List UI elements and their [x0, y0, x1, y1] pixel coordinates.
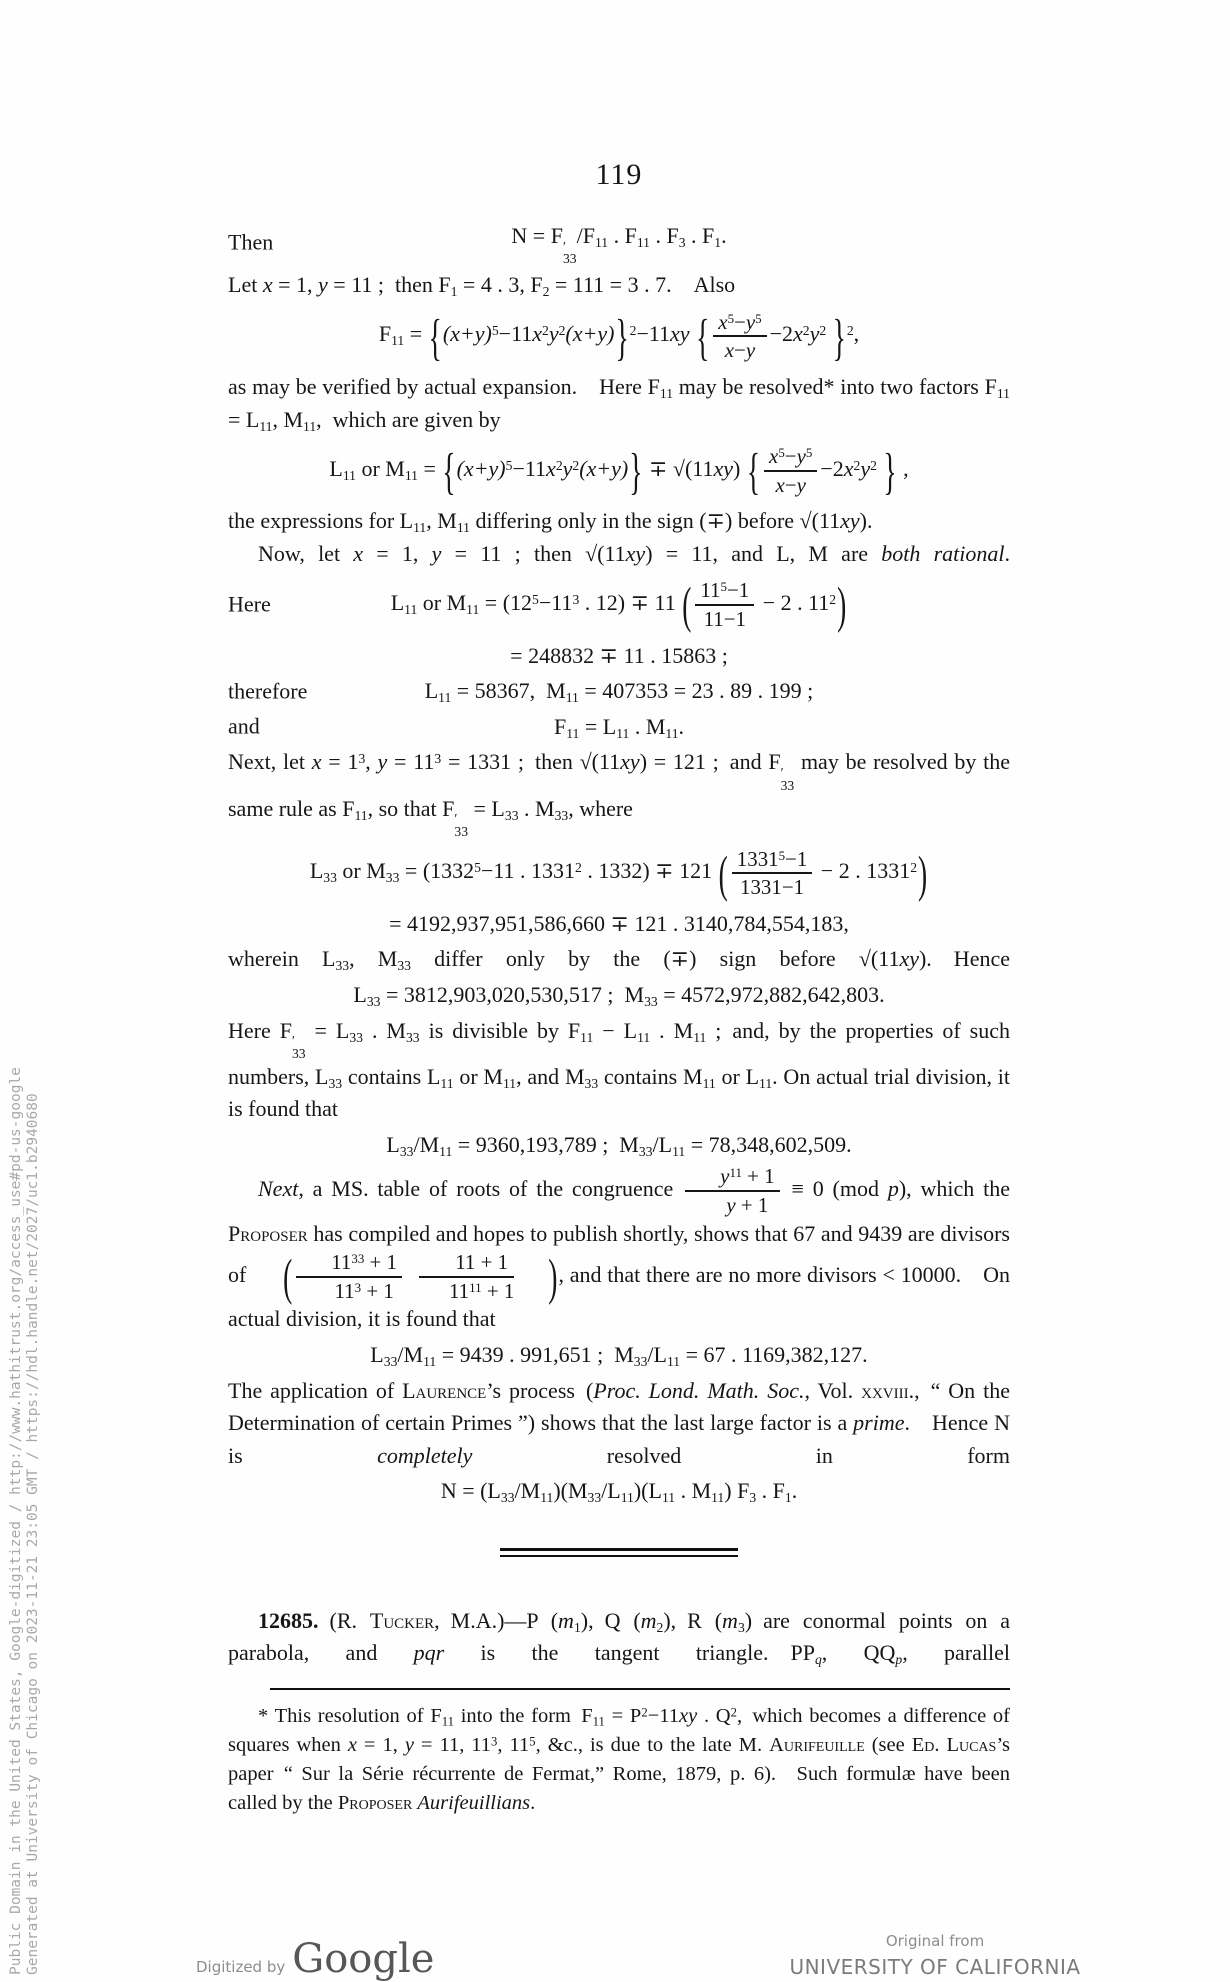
big-delimiter: }: [629, 441, 643, 499]
fraction: [296, 1250, 402, 1303]
footnote-aurifeuille: [228, 1702, 1010, 1818]
sup-sub-group: ′ 33: [291, 1033, 306, 1061]
big-delimiter: ): [837, 575, 847, 634]
equation-trial-division: [228, 1129, 1010, 1162]
fraction-denominator: y + 1: [726, 1192, 769, 1217]
block-body: $L_{33}/M_{11} = 9360,193,789$ ; $M_{33}/L_{11} = 78,348,602,509$.: [386, 1131, 852, 1159]
block-body: Next, let $x = 1^3$, $y = 11^3 = 1331$ ; then √(11xy) = 121 ; and F ′ 33 may be resolved by the same rule as $F_{11}$, so that F ′ 33 = $L_{33}$ . $M_{33}$, where: [228, 749, 1010, 839]
big-delimiter: (: [682, 575, 692, 634]
sup-sub-group: ′ 33: [454, 811, 469, 839]
block-body: The application of Laurence’s process (Proc. Lond. Math. Soc., Vol. xxviii., “ On the Determination of certain Primes ”) shows that the last large factor is a prime. Hence N is completely resolved in form: [228, 1377, 1010, 1468]
equation-actual-division: [228, 1339, 1010, 1372]
big-delimiter: {: [696, 307, 710, 365]
big-delimiter: ): [548, 1247, 558, 1306]
fraction-numerator: $y^{11} + 1$: [685, 1164, 779, 1192]
fraction: [713, 310, 766, 363]
fraction-denominator: 1331−1: [740, 875, 805, 900]
fraction-denominator: $11^3 + 1$: [334, 1278, 394, 1303]
big-delimiter: }: [832, 307, 846, 365]
equation-here-L11-M11: [228, 575, 1010, 634]
block-body: $F_{11} = \{(x+y)^5-11x^2y^2(x+y)\}^2-11xy$ { $\frac{x^5-y^5}{x-y}$ $-2x^2y^2$ }$^2$,: [378, 307, 860, 365]
paragraph-verified: [228, 371, 1010, 436]
paragraph-ms-table: [228, 1164, 1010, 1336]
equation-label: therefore: [228, 678, 308, 704]
fraction-numerator: $x^5-y^5$: [713, 310, 766, 338]
block-body: 12685. (R. Tucker, M.A.)—P $(m_1)$, Q $(m_2)$, R $(m_3)$ are conormal points on a parabola, and pqr is the tangent triangle. $PP_q$, $QQ_p$, parallel: [228, 1607, 1011, 1668]
sup-sub-group: ′ 33: [780, 764, 795, 793]
block-body: $F_{11} = L_{11}$ . $M_{11}$.: [553, 713, 685, 741]
equation-L33-M33: [228, 844, 1010, 902]
page-content: [228, 158, 1010, 1818]
block-body: the expressions for $L_{11}$, $M_{11}$ differing only in the sign (∓) before √(11xy).: [228, 508, 873, 536]
block-body: = 4192,937,951,586,660 ∓ 121 . 3140,784,554,183,: [389, 910, 849, 936]
footnote-separator: [270, 1688, 1010, 1690]
equation-label: Here: [228, 591, 271, 617]
digitized-by-label: Digitized by: [196, 1958, 286, 1976]
fraction: [685, 1164, 779, 1217]
equation-label: Then: [228, 229, 274, 255]
equation-N-resolved: [228, 1475, 1010, 1508]
provenance-public-domain-line: Public Domain in the United States, Google-digitized / http://www.hathitrust.org/access_use#pd-us-google: [8, 1067, 24, 1975]
big-delimiter: (: [283, 1247, 293, 1306]
block-body: $L_{33} = 3812,903,020,530,517$ ; $M_{33} = 4572,972,882,642,803$.: [353, 982, 885, 1009]
paragraph-divisible: [228, 1015, 1010, 1126]
equation-L33-M33-values: [228, 979, 1010, 1012]
equation-and-F11: [228, 711, 1010, 744]
block-body: $L_{33}/M_{11} = 9439$ . 991,651 ; $M_{33}/L_{11} = 67$ . 1169,382,127.: [370, 1342, 868, 1369]
fraction: [764, 444, 817, 497]
fraction-denominator: $11^{11} + 1$: [449, 1278, 515, 1303]
block-body: $L_{33}$ or $M_{33} = (1332^5-11$ . 1331$^2$ . 1332) ∓ 121 ( $\frac{1331^5-1}{1331-1}$ − 2 . 1331$^2$): [309, 844, 928, 902]
block-body: Here F ′ 33 = $L_{33}$ . $M_{33}$ is divisible by $F_{11} - L_{11}$ . $M_{11}$ ; and, by the properties of such numbers, $L_{33}$ contains $L_{11}$ or $M_{11}$, and $M_{33}$ contains $M_{11}$ or $L_{11}$. On actual trial division, it is found that: [228, 1017, 1010, 1122]
big-delimiter: }: [883, 441, 897, 499]
big-delimiter: ): [918, 844, 928, 902]
original-from-label: Original from: [885, 1932, 985, 1950]
block-body: N = F ′ 33 $/F_{11}$ . $F_{11}$ . $F_3$ . $F_1$.: [511, 223, 727, 267]
block-body: $L_{11}$ or $M_{11} = \{(x+y)^5-11x^2y^2(x+y)\} \mp √(11xy)$ { $\frac{x^5-y^5}{x-y}$ $-2x^2y^2$ } ,: [329, 441, 909, 499]
paragraph-let-values: [228, 269, 1010, 302]
block-body: = 248832 ∓ 11 . 15863 ;: [510, 642, 728, 668]
footer-digitized: [196, 1936, 434, 1982]
fraction-numerator: $11^5-1$: [695, 578, 754, 606]
big-delimiter: }: [615, 307, 629, 365]
fraction: [732, 847, 812, 900]
paragraph-laurence: [228, 1375, 1010, 1473]
google-logo: Google: [292, 1936, 435, 1982]
block-body: wherein $L_{33}$, $M_{33}$ differ only by the (∓) sign before √(11xy). Hence: [228, 946, 1010, 974]
fraction-numerator: $x^5-y^5$: [764, 444, 817, 472]
paragraph-now-let: [228, 538, 1010, 571]
equation-4192: [228, 908, 1010, 941]
block-body: Now, let x = 1, y = 11 ; then √(11xy) = 11, and L, M are both rational.: [258, 540, 1010, 566]
fraction-denominator: x−y: [775, 472, 806, 497]
fraction: [419, 1250, 514, 1303]
paragraph-next-let: [228, 746, 1010, 838]
provenance-generated-line: Generated at University of Chicago on 2023-11-21 23:05 GMT / https://hdl.handle.net/2027/uc1.b2940680: [25, 1093, 41, 1975]
page-number: 119: [595, 158, 643, 191]
equation-therefore: [228, 675, 1010, 708]
fraction-numerator: 11 + 1: [419, 1250, 514, 1278]
block-body: $L_{11} = 58367$, $M_{11} = 407353 = 23$ . 89 . 199 ;: [424, 678, 814, 706]
equation-N-definition: [228, 220, 1010, 266]
fraction-denominator: x−y: [724, 338, 756, 363]
block-body: Next, a MS. table of roots of the congruence $\frac{y^{11} + 1}{y + 1}$ ≡ 0 (mod p), which the Proposer has compiled and hopes to publish shortly, shows that 67 and 9439 are divisors of ( $\frac{11^{33} + 1}{11^3 + 1}$ $\frac{11 + 1}{11^{11} + 1}$ ), and that there are no more divisors < 10000. On actual division, it is found that: [228, 1164, 1011, 1332]
equation-L11-M11: [228, 441, 1010, 499]
big-delimiter: (: [718, 844, 728, 902]
block-body: * This resolution of $F_{11}$ into the form $F_{11} = P^2-11xy$ . $Q^2$, which becomes a difference of squares when x = 1, y = 11, $11^3$, $11^5$, &c., is due to the late M. Aurifeuille (see Ed. Lucas’s paper “ Sur la Série récurrente de Fermat,” Rome, 1879, p. 6). Such formulæ have been called by the Proposer Aurifeuillians.: [228, 1704, 1011, 1815]
footer-original: [775, 1932, 1095, 1979]
big-delimiter: {: [442, 441, 456, 499]
big-delimiter: {: [746, 441, 761, 499]
institution-label: UNIVERSITY OF CALIFORNIA: [789, 1955, 1081, 1979]
fraction: [695, 578, 754, 631]
paragraph-wherein: [228, 943, 1010, 976]
paragraph-expressions-differ: [228, 505, 1010, 538]
equation-F11: [228, 307, 1010, 365]
equation-label: and: [228, 713, 260, 739]
block-body: Let x = 1, y = 11 ; then $F_1 = 4$ . 3, $F_2 = 111 = 3$ . 7. Also: [228, 272, 736, 299]
paragraph-problem-12685: [228, 1605, 1010, 1670]
big-delimiter: {: [428, 307, 442, 365]
fraction-numerator: $11^{33} + 1$: [296, 1250, 402, 1278]
fraction-denominator: 11−1: [703, 607, 746, 632]
fraction-numerator: $1331^5-1$: [732, 847, 812, 875]
section-separator: [500, 1548, 738, 1557]
block-body: $N = (L_{33}/M_{11})(M_{33}/L_{11})(L_{11}$ . $M_{11}$) $F_3$ . $F_1$.: [440, 1478, 798, 1505]
block-body: $L_{11}$ or $M_{11} = (12^5-11^3$ . 12) ∓ 11 ( $\frac{11^5-1}{11-1}$ − 2 . $11^2$): [390, 575, 847, 634]
sup-sub-group: ′ 33: [562, 238, 577, 267]
equation-248832: [228, 640, 1010, 673]
block-body: as may be verified by actual expansion. Here $F_{11}$ may be resolved* into two factors $F_{11} = L_{11}$, $M_{11}$, which are given by: [228, 373, 1010, 434]
